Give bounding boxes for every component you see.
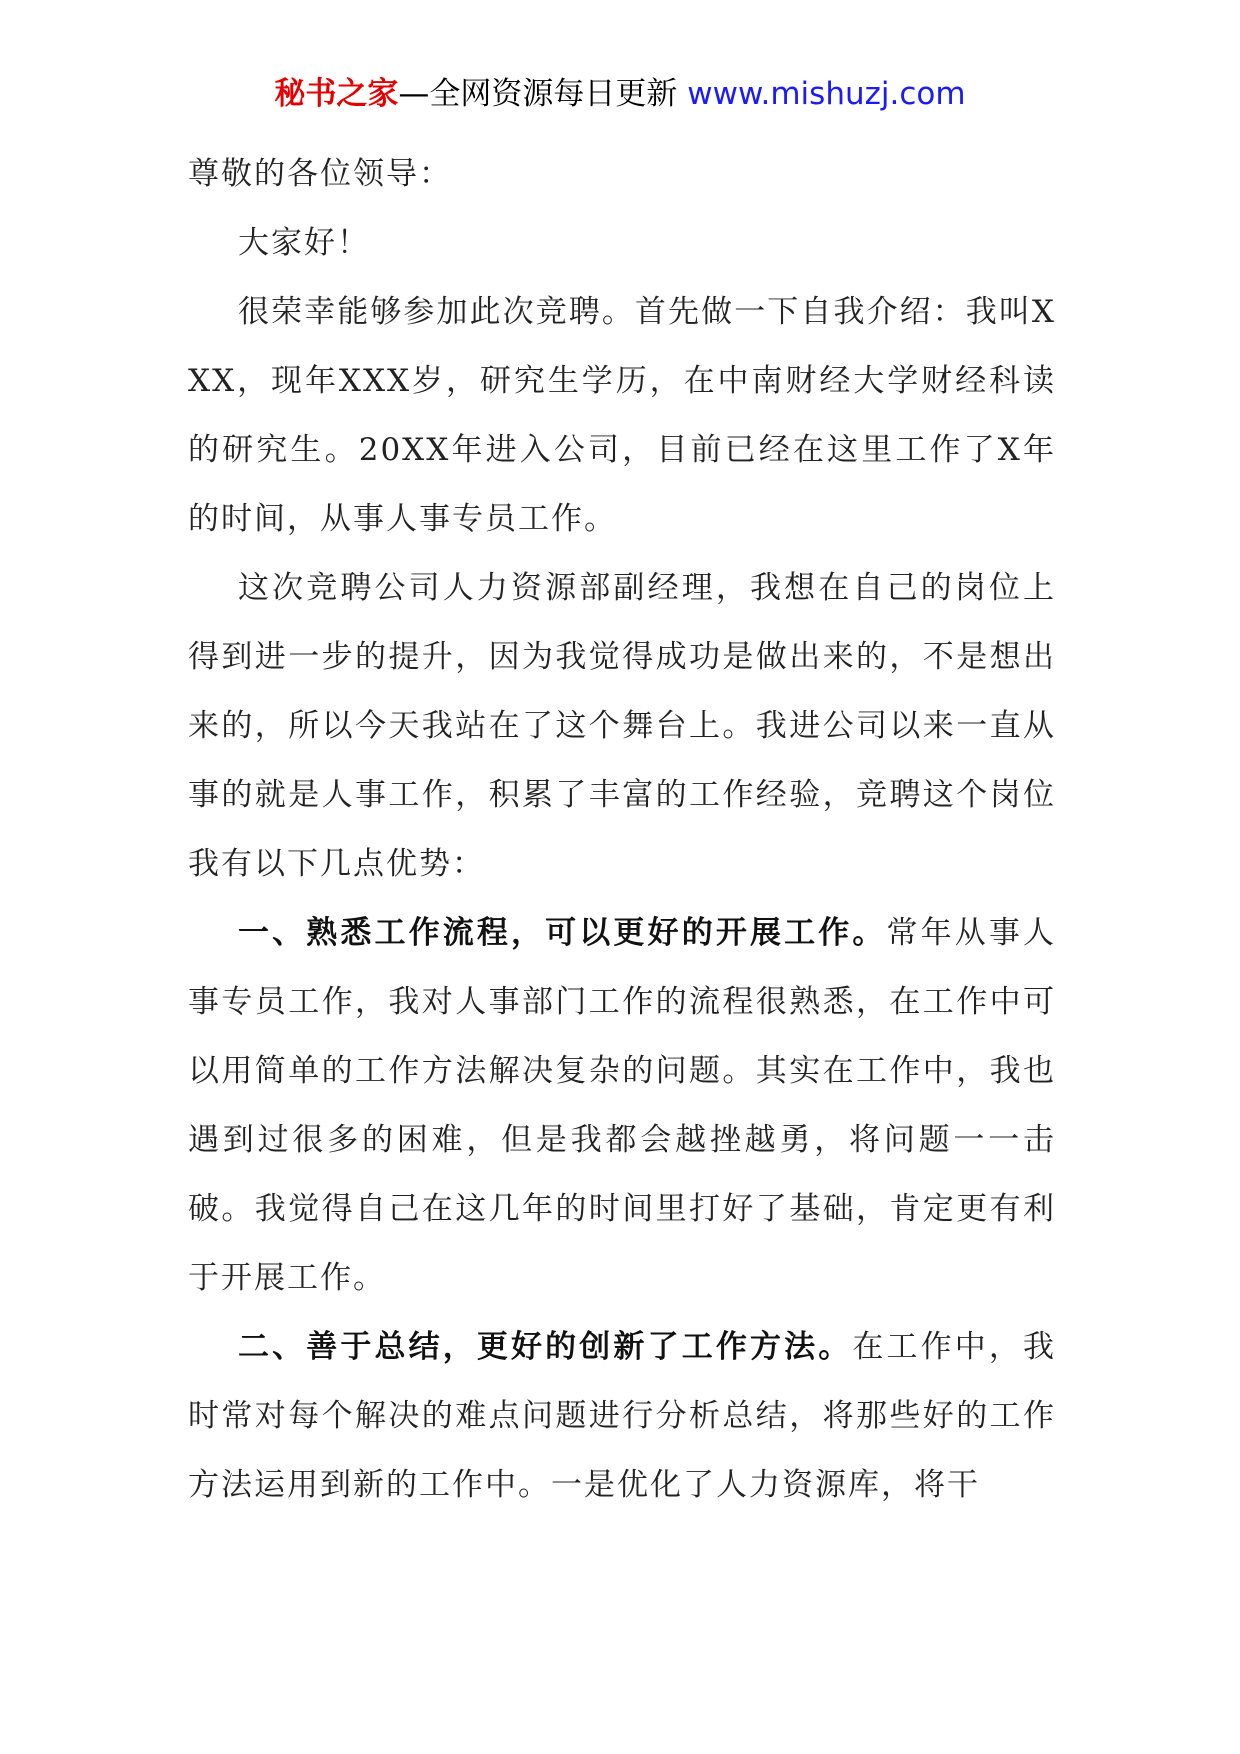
salutation: 尊敬的各位领导： <box>188 156 452 192</box>
paragraph-motivation: 这次竞聘公司人力资源部副经理，我想在自己的岗位上得到进一步的提升，因为我觉得成功是做出来的，不是想出来的，所以今天我站在了这个舞台上。我进公司以来一直从事的就是人事工作，积累了丰富的工作经验，竞聘这个岗位我有以下几点优势： <box>188 570 1056 882</box>
paragraph-introduction: 很荣幸能够参加此次竞聘。首先做一下自我介绍：我叫XXX，现年XXX岁，研究生学历，在中南财经大学财经科读的研究生。20XX年进入公司，目前已经在这里工作了X年的时间，从事人事专员工作。 <box>188 294 1056 537</box>
document-body <box>188 140 1056 1520</box>
greeting: 大家好！ <box>238 225 370 261</box>
advantage-one-heading: 一、熟悉工作流程，可以更好的开展工作。 <box>238 915 887 951</box>
site-url-link[interactable]: www.mishuzj.com <box>687 76 966 112</box>
paragraph-advantage-one <box>188 899 1056 1313</box>
page-header <box>0 68 1240 120</box>
advantage-two-heading: 二、善于总结，更好的创新了工作方法。 <box>238 1329 853 1365</box>
paragraph-advantage-two <box>188 1313 1056 1520</box>
advantage-two-body: 在工作中，我时常对每个解决的难点问题进行分析总结，将那些好的工作方法运用到新的工作中。一是优化了人力资源库，将干 <box>188 1329 1057 1503</box>
site-brand: 秘书之家 <box>274 76 399 112</box>
site-tagline: —全网资源每日更新 <box>398 76 688 112</box>
advantage-one-body: 常年从事人事专员工作，我对人事部门工作的流程很熟悉，在工作中可以用简单的工作方法解决复杂的问题。其实在工作中，我也遇到过很多的困难，但是我都会越挫越勇，将问题一一击破。我觉得自己在这几年的时间里打好了基础，肯定更有利于开展工作。 <box>188 915 1057 1296</box>
